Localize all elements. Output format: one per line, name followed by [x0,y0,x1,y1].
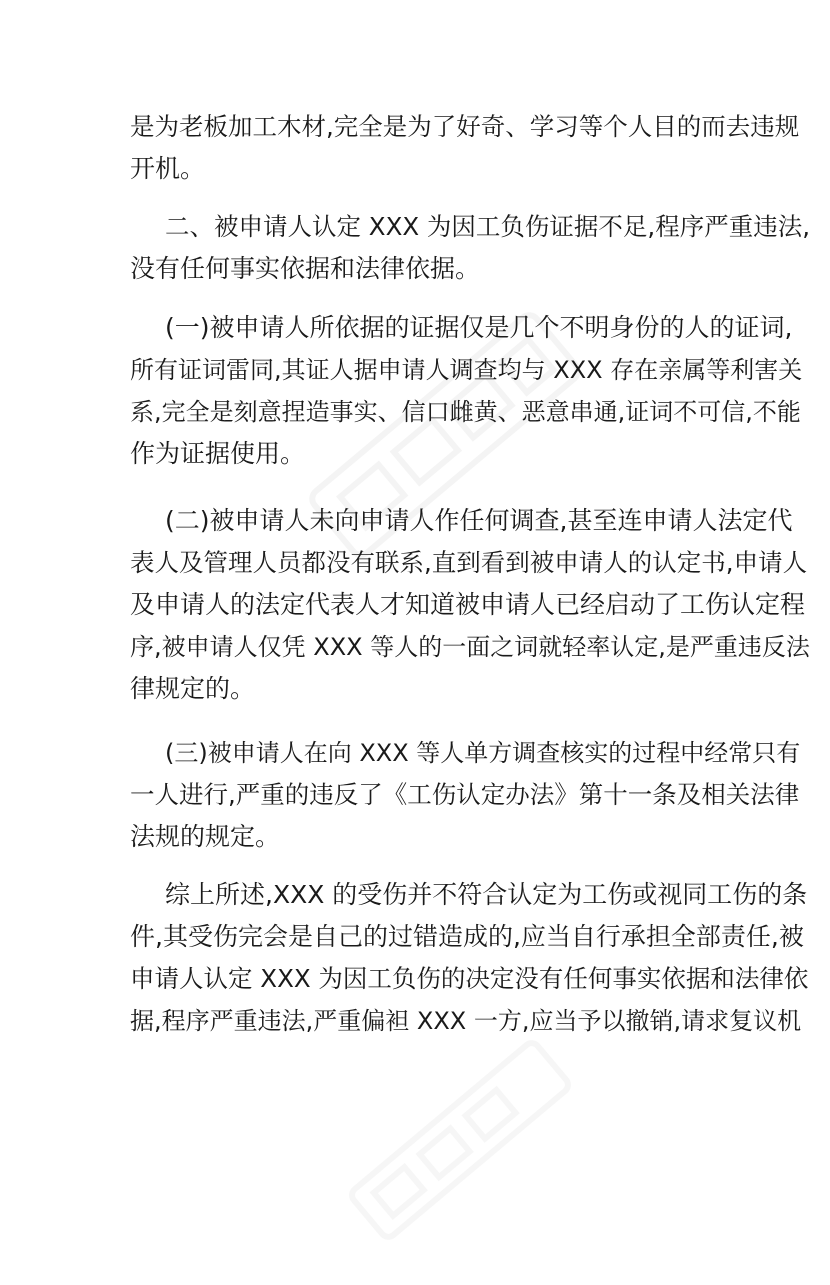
paragraph-4-line-4: 序,被申请人仅凭 XXX 等人的一面之词就轻率认定,是严重违反法 [130,633,810,661]
paragraph-6-line-3: 申请人认定 XXX 为因工负伤的决定没有任何事实依据和法律依 [130,964,809,993]
paragraph-1-line-1: 是为老板加工木材,完全是为了好奇、学习等个人目的而去违规 [130,112,800,141]
paragraph-2-line-2: 没有任何事实依据和法律依据。 [130,254,481,283]
paragraph-1-line-2: 开机。 [130,154,206,183]
paragraph-5-line-3: 法规的规定。 [130,822,281,851]
paragraph-5-line-2: 一人进行,严重的违反了《工伤认定办法》第十一条及相关法律 [130,780,800,809]
paragraph-2-line-1: 二、被申请人认定 XXX 为因工负伤证据不足,程序严重违法, [165,212,811,241]
paragraph-4-line-1: (二)被申请人未向申请人作任何调查,甚至连申请人法定代 [165,506,793,535]
paragraph-4-line-2: 表人及管理人员都没有联系,直到看到被申请人的认定书,申请人 [130,548,808,577]
paragraph-6-line-1: 综上所述,XXX 的受伤并不符合认定为工伤或视同工伤的条 [165,880,808,909]
paragraph-3-line-1: (一)被申请人所依据的证据仅是几个不明身份的人的证词, [165,313,793,342]
paragraph-6-line-4: 据,程序严重违法,严重偏袒 XXX 一方,应当予以撤销,请求复议机 [130,1007,802,1035]
paragraph-3-line-3: 系,完全是刻意捏造事实、信口雌黄、恶意串通,证词不可信,不能 [130,398,801,426]
paragraph-6-line-2: 件,其受伤完会是自己的过错造成的,应当自行承担全部责任,被 [130,922,804,951]
paragraph-5-line-1: (三)被申请人在向 XXX 等人单方调查核实的过程中经常只有 [165,739,801,767]
watermark-graphic-bottom [309,995,611,1285]
paragraph-4-line-3: 及申请人的法定代表人才知道被申请人已经启动了工伤认定程 [130,590,806,619]
paragraph-4-line-5: 律规定的。 [130,674,256,703]
paragraph-3-line-2: 所有证词雷同,其证人据申请人调查均与 XXX 存在亲属等利害关 [130,356,803,384]
paragraph-3-line-4: 作为证据使用。 [130,439,306,468]
